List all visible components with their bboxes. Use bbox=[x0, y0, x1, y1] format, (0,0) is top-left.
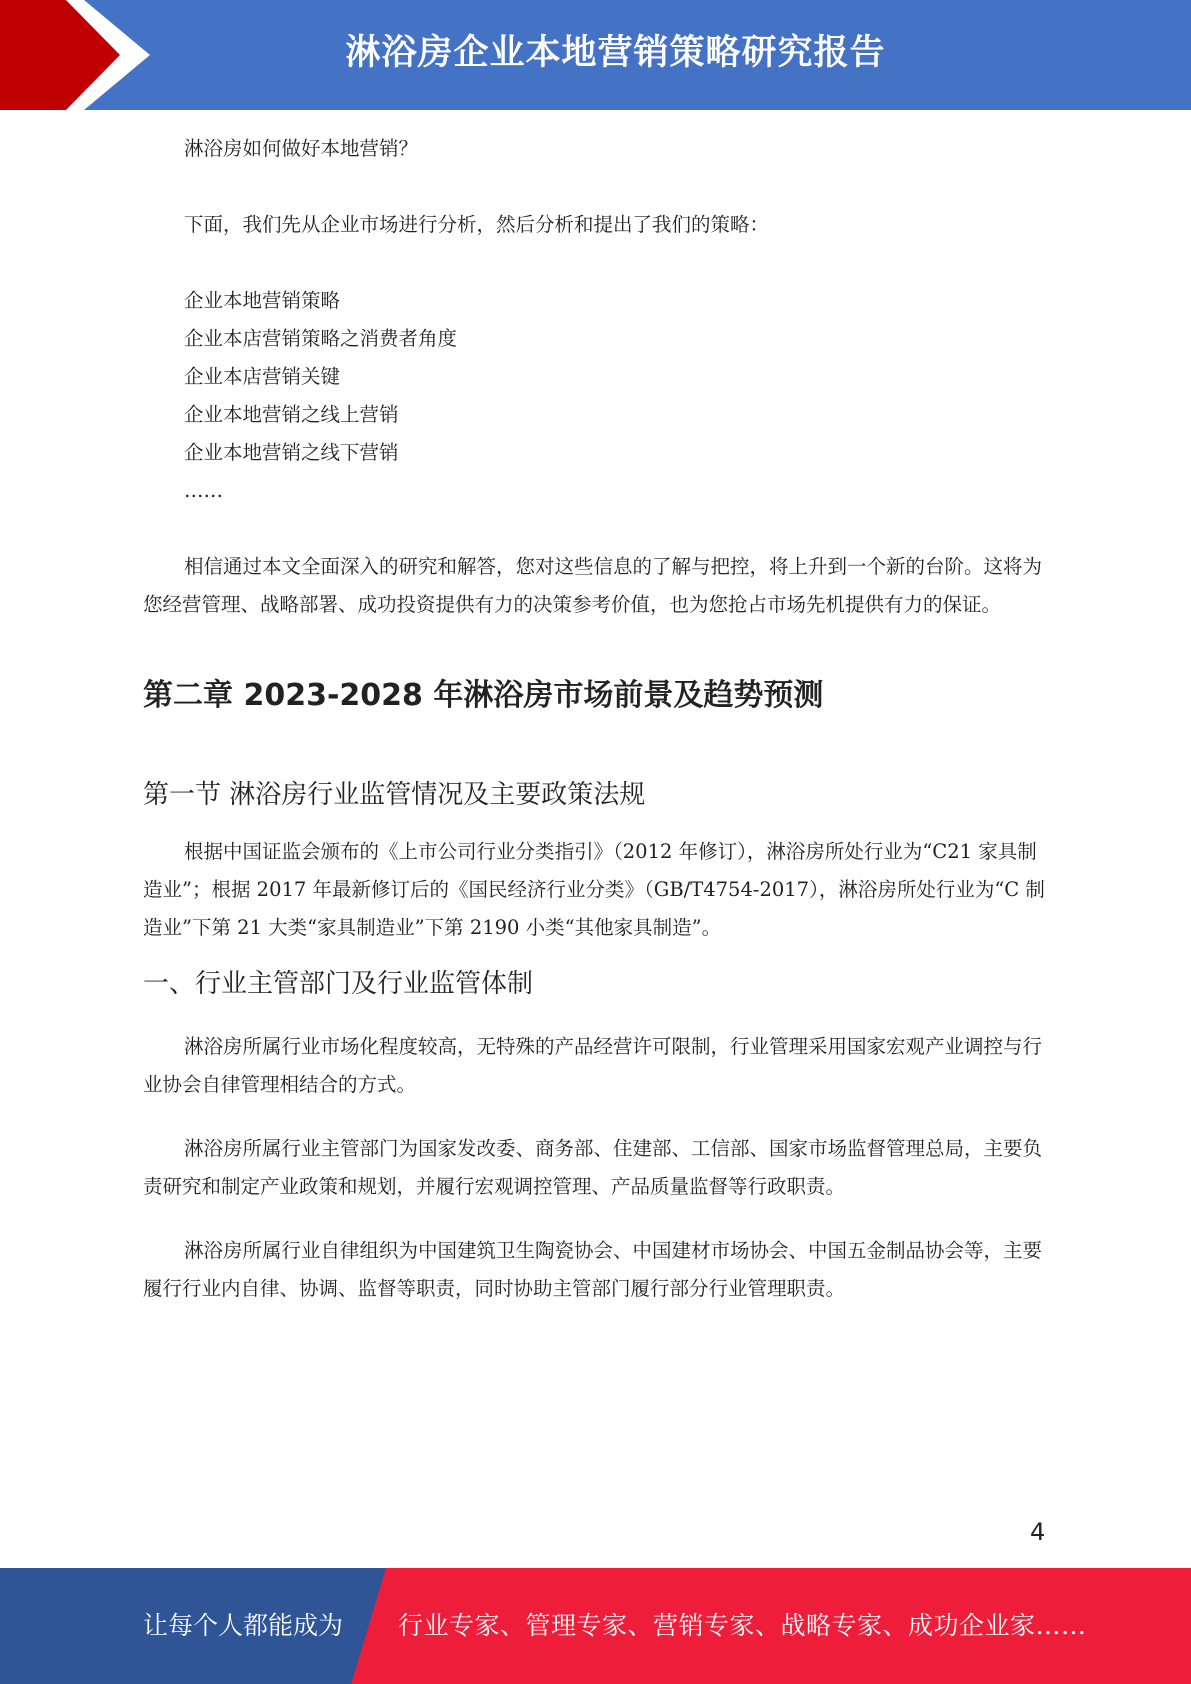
chevron-arrow-icon bbox=[0, 0, 160, 110]
subsection-title: 一、行业主管部门及行业监管体制 bbox=[143, 969, 534, 999]
list-item: 企业本店营销策略之消费者角度 bbox=[184, 327, 458, 350]
list-item: 企业本地营销之线上营销 bbox=[184, 403, 399, 426]
footer-slogan-right: 行业专家、管理专家、营销专家、战略专家、成功企业家…… bbox=[398, 1611, 1087, 1640]
section-title: 第一节 淋浴房行业监管情况及主要政策法规 bbox=[143, 780, 646, 810]
report-title bbox=[190, 0, 1191, 110]
list-item: …… bbox=[184, 479, 223, 502]
header-banner bbox=[0, 0, 1191, 110]
page-number: 4 bbox=[1030, 1518, 1046, 1546]
subsection-paragraph: 淋浴房所属行业市场化程度较高，无特殊的产品经营许可限制，行业管理采用国家宏观产业调控与行业协会自律管理相结合的方式。 bbox=[143, 1035, 1043, 1096]
subsection-paragraph: 淋浴房所属行业主管部门为国家发改委、商务部、住建部、工信部、国家市场监督管理总局，主要负责研究和制定产业政策和规划，并履行宏观调控管理、产品质量监督等行政职责。 bbox=[143, 1137, 1043, 1198]
list-item: 企业本地营销策略 bbox=[184, 289, 341, 312]
page-content bbox=[143, 130, 1048, 1308]
intro-question: 淋浴房如何做好本地营销？ bbox=[184, 137, 419, 160]
footer-banner bbox=[0, 1568, 1191, 1684]
footer-slogan-left: 让每个人都能成为 bbox=[143, 1611, 344, 1640]
intro-lead: 下面，我们先从企业市场进行分析，然后分析和提出了我们的策略： bbox=[184, 213, 770, 236]
section-paragraph: 根据中国证监会颁布的《上市公司行业分类指引》（2012 年修订），淋浴房所处行业为“C21 家具制造业”；根据 2017 年最新修订后的《国民经济行业分类》（GB/T4754-2017），淋浴房所处行业为“C 制造业”下第 21 大类“家具制造业”下第 2190 小类“其他家具制造”。 bbox=[143, 840, 1045, 939]
subsection-paragraph: 淋浴房所属行业自律组织为中国建筑卫生陶瓷协会、中国建材市场协会、中国五金制品协会等，主要履行行业内自律、协调、监督等职责，同时协助主管部门履行部分行业管理职责。 bbox=[143, 1239, 1043, 1300]
strategy-list bbox=[143, 282, 1048, 510]
list-item: 企业本店营销关键 bbox=[184, 365, 341, 388]
report-title-text: 淋浴房企业本地营销策略研究报告 bbox=[345, 33, 886, 73]
intro-closing: 相信通过本文全面深入的研究和解答，您对这些信息的了解与把控，将上升到一个新的台阶。这将为您经营管理、战略部署、成功投资提供有力的决策参考价值，也为您抢占市场先机提供有力的保证。 bbox=[143, 555, 1043, 616]
chapter-title: 第二章 2023-2028 年淋浴房市场前景及趋势预测 bbox=[143, 678, 824, 713]
list-item: 企业本地营销之线下营销 bbox=[184, 441, 399, 464]
